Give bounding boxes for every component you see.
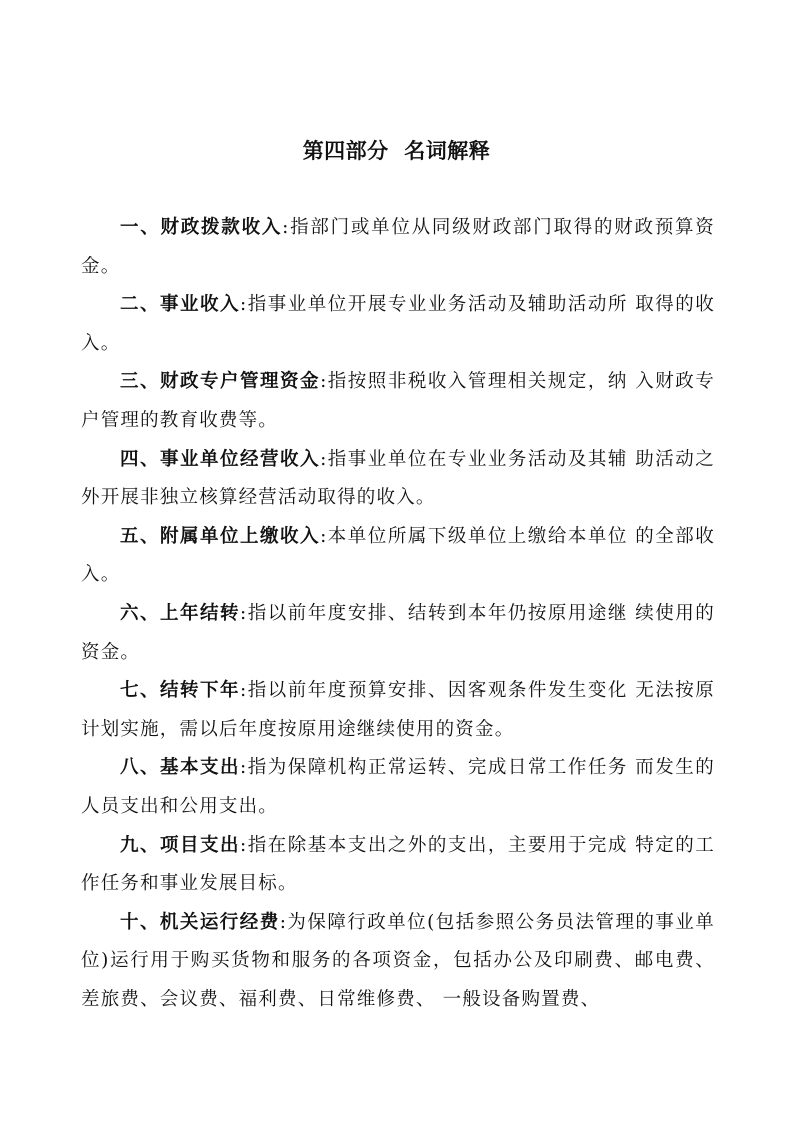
- definition-term: 十、机关运行经费: [120, 911, 280, 933]
- definition-paragraph: [81, 904, 715, 1020]
- definition-paragraph: [81, 286, 715, 363]
- definition-paragraph: [81, 827, 715, 904]
- definition-term: 二、事业收入: [120, 294, 241, 316]
- definition-term: 四、事业单位经营收入: [120, 448, 321, 470]
- page-title: 第四部分 名词解释: [302, 139, 491, 163]
- definition-text: :指事业单位开展专业业务活动及辅助活动所 取得的收入。: [81, 294, 715, 354]
- definition-term: 七、结转下年: [120, 680, 241, 702]
- definition-term: 六、上年结转: [120, 602, 241, 624]
- definition-text: :指事业单位在专业业务活动及其辅 助活动之外开展非独立核算经营活动取得的收入。: [81, 448, 715, 509]
- definition-term: 九、项目支出: [120, 834, 241, 856]
- definition-paragraph: [81, 518, 715, 595]
- definition-term: 三、财政专户管理资金: [120, 371, 321, 393]
- definition-paragraph: [81, 595, 715, 672]
- definition-text: :指在除基本支出之外的支出，主要用于完成 特定的工作任务和事业发展目标。: [81, 834, 715, 895]
- definition-paragraph: [81, 441, 715, 518]
- definition-text: :为保障行政单位(包括参照公务员法管理的事业单位)运行用于购买货物和服务的各项资金，包括办公及印刷费、邮电费、差旅费、会议费、福利费、日常维修费、 一般设备购置费、: [81, 911, 715, 1010]
- definition-term: 八、基本支出: [120, 757, 241, 779]
- definition-text: :本单位所属下级单位上缴给本单位 的全部收入。: [81, 525, 715, 586]
- definition-text: :指为保障机构正常运转、完成日常工作任务 而发生的人员支出和公用支出。: [81, 757, 715, 817]
- definition-paragraph: [81, 209, 715, 286]
- definition-text: :指按照非税收入管理相关规定，纳 入财政专户管理的教育收费等。: [81, 371, 715, 431]
- definition-text: :指以前年度安排、结转到本年仍按原用途继 续使用的资金。: [81, 602, 715, 663]
- definition-paragraph: [81, 749, 715, 826]
- definitions-body: [81, 209, 715, 1019]
- definition-paragraph: [81, 672, 715, 749]
- definition-term: 五、附属单位上缴收入: [120, 525, 321, 547]
- definition-term: 一、财政拨款收入: [120, 217, 283, 238]
- definition-text: :指以前年度预算安排、因客观条件发生变化 无法按原计划实施，需以后年度按原用途继续使用的资金。: [81, 680, 715, 740]
- definition-paragraph: [81, 363, 715, 440]
- definition-text: :指部门或单位从同级财政部门取得的财政预算资金。: [81, 217, 715, 277]
